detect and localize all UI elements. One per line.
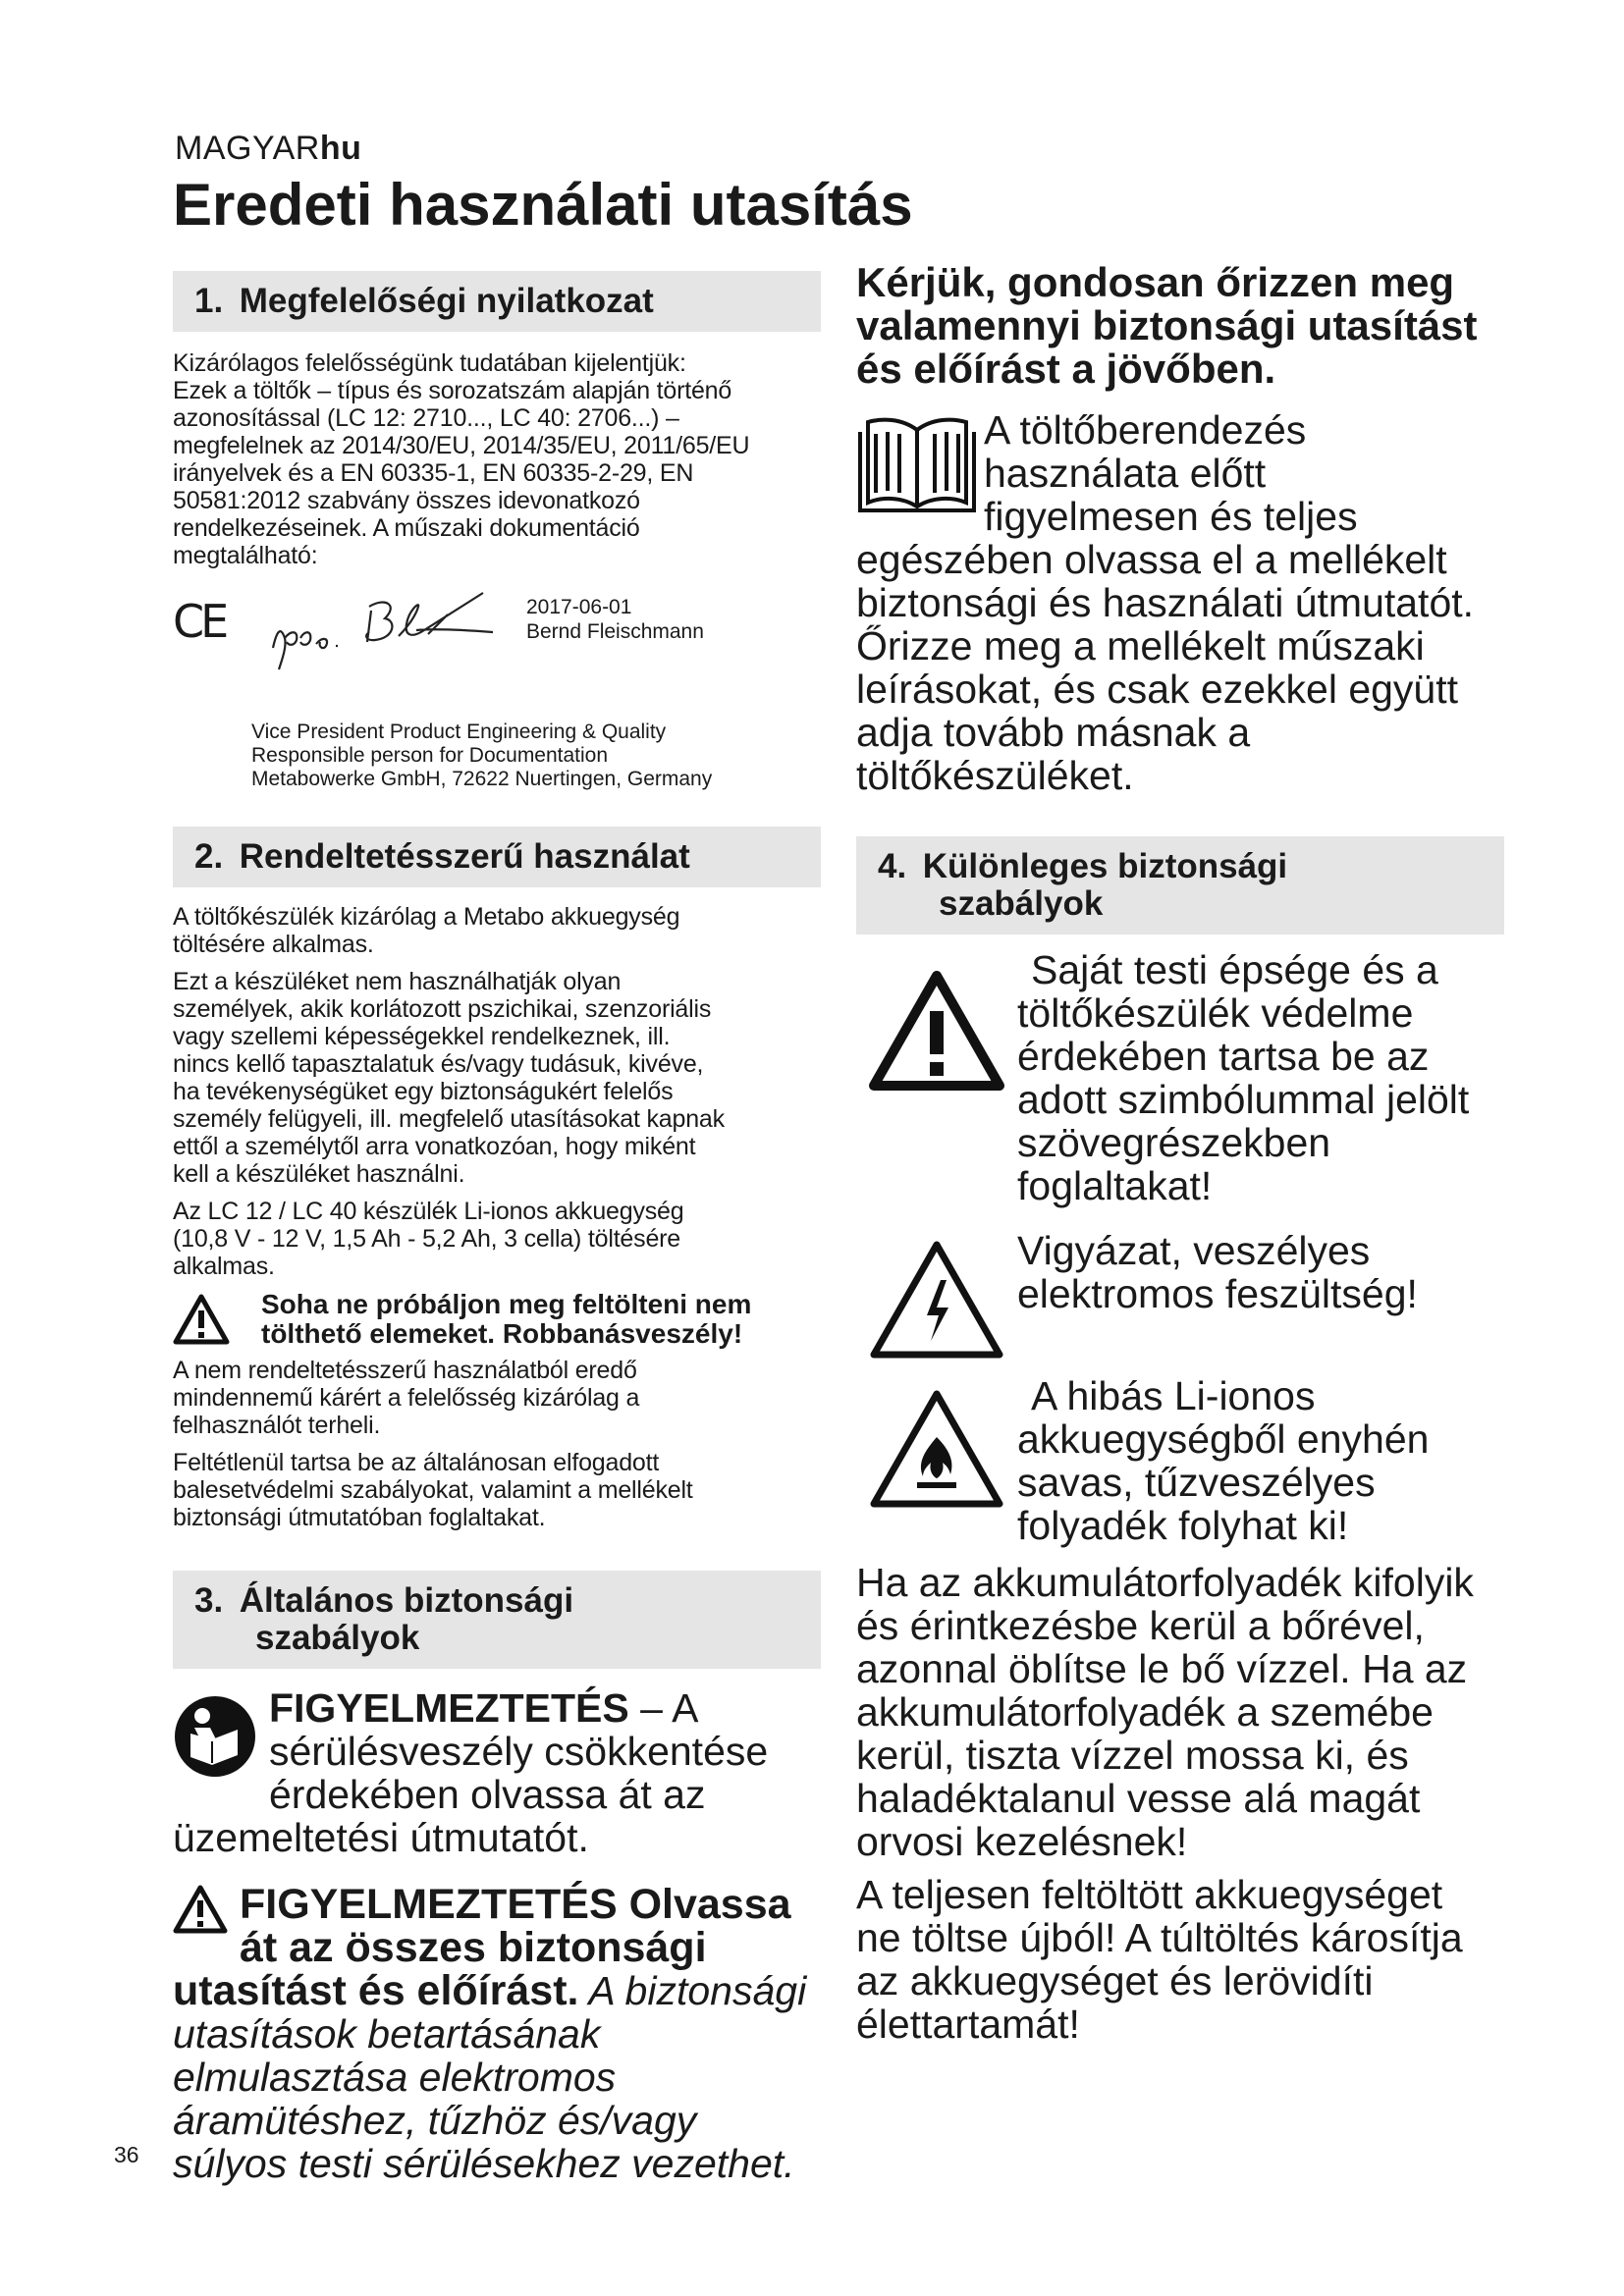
- accident-prevention-paragraph: Feltétlenül tartsa be az általánosan elfogadott balesetvédelmi szabályokat, valamint a mellékelt biztonsági útmutatóban foglaltakat.: [173, 1449, 693, 1531]
- language-label: MAGYARhu: [175, 130, 362, 167]
- read-all-instructions-warning: FIGYELMEZTETÉS Olvassa át az összes biztonsági utasítást és előírást. A biztonsági utasítások betartásának elmulasztása elektromos áramütéshez, tűzhöz és/vagy súlyos testi sérülésekhez vezethet.: [173, 1881, 807, 2186]
- declaration-text: Kizárólagos felelősségünk tudatában kijelentjük: Ezek a töltők – típus és sorozatszám alapján történő azonosítással (LC 12: 2710..., LC 40: 2706...) – megfelelnek az 2014/30/EU, 2014/35/EU, 2011/65/EU irányelvek és a EN 60335-1, EN 60335-2-29, EN 50581:2012 szabvány összes idevonatkozó rendelkezéseinek. A műszaki dokumentáció megtalálható:: [173, 349, 750, 569]
- page-number: 36: [114, 2142, 139, 2167]
- warning-triangle-icon: [173, 1885, 228, 1934]
- keep-instructions-heading: Kérjük, gondosan őrizzen meg valamennyi biztonsági utasítást és előírást a jövőben.: [856, 259, 1478, 392]
- section-1-heading: 1. Megfelelőségi nyilatkozat: [173, 271, 821, 332]
- ce-mark: CE: [173, 595, 226, 648]
- left-column: [173, 271, 821, 2185]
- signer-name: Bernd Fleischmann: [526, 620, 704, 643]
- electric-shock-symbol-row: Vigyázat, veszélyes elektromos feszültség!: [856, 1229, 1504, 1364]
- general-warning-symbol-row: Saját testi épsége és a töltőkészülék védelme érdekében tartsa be az adott szimbólummal jelölt szövegrészekben foglaltakat!: [856, 948, 1504, 1207]
- section-4-heading: 4. Különleges biztonsági szabályok: [856, 836, 1504, 934]
- intended-use-paragraph-3: Az LC 12 / LC 40 készülék Li-ionos akkuegység (10,8 V - 12 V, 1,5 Ah - 5,2 Ah, 3 cella) töltésére alkalmas.: [173, 1198, 684, 1280]
- right-column: [856, 261, 1504, 2046]
- intended-use-paragraph-2: Ezt a készüléket nem használhatják olyan személyek, akik korlátozott pszichikai, szenzoriális vagy szellemi képességekkel rendelkeznek, ill. nincs kellő tapasztalatuk és/vagy tudásuk, kivéve, ha tevékenységüket egy biztonságukért felelős személy felügyeli, ill. megfelelő utasításokat kapnak ettől a személytől arra vonatkozóan, hogy miként kell a készüléket használni.: [173, 968, 725, 1188]
- intended-use-paragraph-1: A töltőkészülék kizárólag a Metabo akkuegység töltésére alkalmas.: [173, 903, 680, 958]
- flammable-icon: [868, 1388, 1005, 1510]
- liability-paragraph: A nem rendeltetésszerű használatból eredő mindennemű kárért a felelősség kizárólag a felhasználót terheli.: [173, 1357, 640, 1439]
- warning-triangle-icon: [868, 970, 1005, 1092]
- overcharge-paragraph: A teljesen feltöltött akkuegységet ne töltse újból! A túltöltés károsítja az akkuegységet és lerövidíti élettartamát!: [856, 1872, 1463, 2047]
- flammable-liquid-symbol-row: A hibás Li-ionos akkuegységből enyhén savas, tűzveszélyes folyadék folyhat ki!: [856, 1374, 1504, 1547]
- signer-details: Vice President Product Engineering & Quality Responsible person for Documentation Metabowerke GmbH, 72622 Nuertingen, Germany: [251, 721, 713, 790]
- signature-image: [251, 587, 516, 675]
- open-book-icon: [856, 412, 978, 514]
- declaration-date: 2017-06-01: [526, 596, 632, 618]
- no-charge-warning: Soha ne próbáljon meg feltölteni nem tölthető elemeket. Robbanásveszély!: [173, 1290, 821, 1349]
- read-before-use-paragraph: A töltőberendezés használata előtt figyelmesen és teljes egészében olvassa el a mellékelt biztonsági és használati útmutatót. Őrizze meg a mellékelt műszaki leírásokat, és csak ezekkel együtt adja tovább másnak a töltőkészüléket.: [856, 407, 1475, 798]
- section-3-heading: 3. Általános biztonsági szabályok: [173, 1571, 821, 1669]
- read-manual-icon: [173, 1694, 257, 1779]
- read-manual-warning: FIGYELMEZTETÉS – A sérülésveszély csökkentése érdekében olvassa át az üzemeltetési útmutatót.: [173, 1685, 769, 1860]
- document-title: Eredeti használati utasítás: [173, 172, 913, 238]
- high-voltage-icon: [868, 1239, 1005, 1361]
- certification-block: [173, 587, 821, 721]
- section-2-heading: 2. Rendeltetésszerű használat: [173, 827, 821, 887]
- battery-fluid-paragraph: Ha az akkumulátorfolyadék kifolyik és érintkezésbe kerül a bőrével, azonnal öblítse le bő vízzel. Ha az akkumulátorfolyadék a szemébe kerül, tiszta vízzel mossa ki, és haladéktalanul vesse alá magát orvosi kezelésnek!: [856, 1560, 1474, 1864]
- warning-triangle-icon: [173, 1294, 230, 1345]
